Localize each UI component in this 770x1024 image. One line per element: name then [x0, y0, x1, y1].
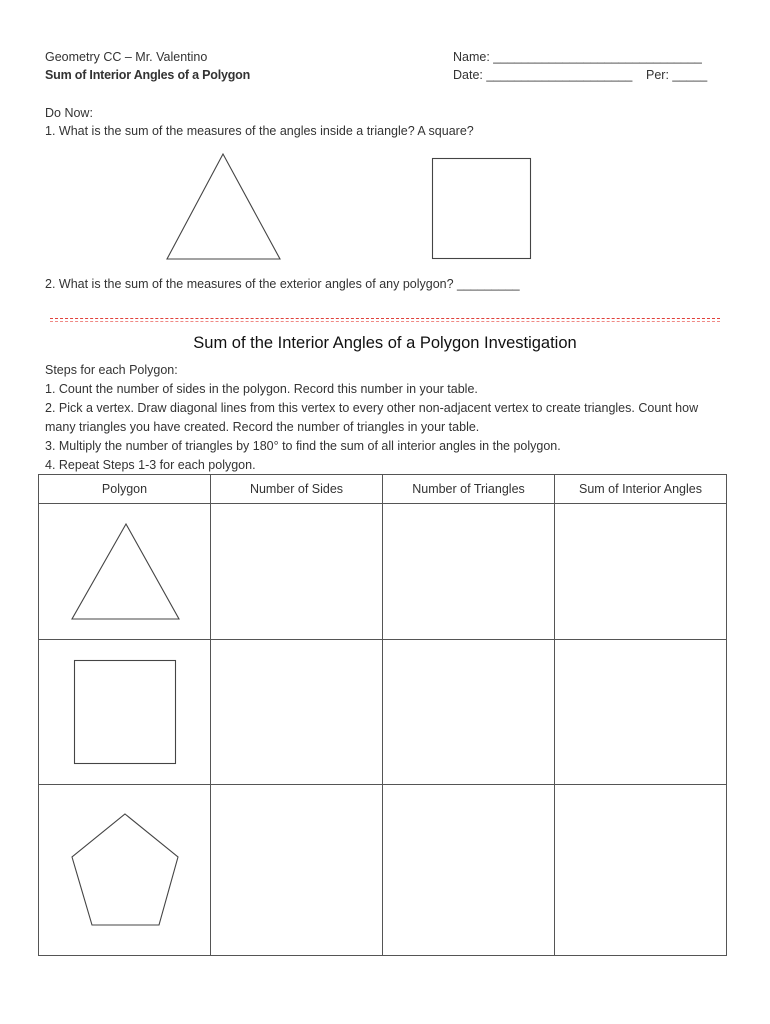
step-1: 1. Count the number of sides in the polygon. Record this number in your table.: [45, 382, 478, 396]
header-sum-of-interior-angles: Sum of Interior Angles: [555, 475, 727, 504]
triangles-answer-cell[interactable]: [383, 504, 555, 640]
triangles-answer-cell[interactable]: [383, 640, 555, 785]
table-header-row: [39, 475, 727, 504]
triangle-shape: [39, 505, 211, 639]
sum-answer-cell[interactable]: [555, 640, 727, 785]
step-2: 2. Pick a vertex. Draw diagonal lines from this vertex to every other non-adjacent vertex to create triangles. Count how many triangles you have created. Record the number of triangles in your table.: [45, 401, 699, 434]
investigation-title: Sum of the Interior Angles of a Polygon Investigation: [193, 334, 577, 352]
pentagon-shape: [39, 786, 211, 955]
do-now-triangle: [160, 150, 290, 265]
date-field: Date: _____________________: [453, 68, 633, 82]
question-2: 2. What is the sum of the measures of the exterior angles of any polygon? _________: [45, 277, 520, 291]
table-row: [39, 504, 727, 640]
square-shape: [39, 641, 211, 784]
triangles-answer-cell[interactable]: [383, 785, 555, 956]
worksheet-subtitle: Sum of Interior Angles of a Polygon: [45, 68, 251, 82]
do-now-label: Do Now:: [45, 106, 93, 120]
question-1: 1. What is the sum of the measures of the angles inside a triangle? A square?: [45, 124, 474, 138]
step-3: 3. Multiply the number of triangles by 180° to find the sum of all interior angles in the polygon.: [45, 439, 561, 453]
investigation-table: [38, 474, 727, 956]
course-label: Geometry CC – Mr. Valentino: [45, 50, 208, 64]
name-field: Name: ______________________________: [453, 50, 702, 64]
header-polygon: Polygon: [39, 475, 211, 504]
header-number-of-sides: Number of Sides: [211, 475, 383, 504]
sides-answer-cell[interactable]: [211, 785, 383, 956]
step-4: 4. Repeat Steps 1-3 for each polygon.: [45, 458, 256, 472]
section-divider: [50, 318, 720, 319]
polygon-cell-square: [39, 640, 211, 785]
sum-answer-cell[interactable]: [555, 785, 727, 956]
period-field: Per: _____: [646, 68, 708, 82]
sides-answer-cell[interactable]: [211, 640, 383, 785]
sides-answer-cell[interactable]: [211, 504, 383, 640]
polygon-cell-pentagon: [39, 785, 211, 956]
header-number-of-triangles: Number of Triangles: [383, 475, 555, 504]
polygon-cell-triangle: [39, 504, 211, 640]
do-now-square: [428, 154, 536, 262]
sum-answer-cell[interactable]: [555, 504, 727, 640]
table-row: [39, 785, 727, 956]
steps-label: Steps for each Polygon:: [45, 363, 178, 377]
table-row: [39, 640, 727, 785]
section-divider-accent: [50, 321, 720, 322]
